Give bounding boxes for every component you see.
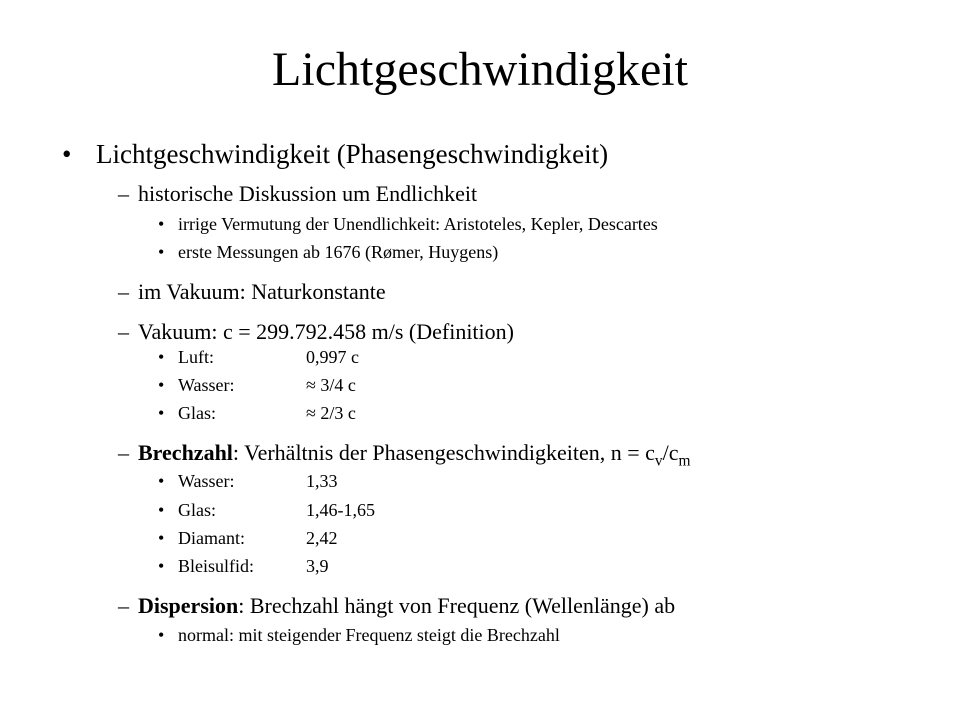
- medium-value: ≈ 3/4 c: [306, 375, 356, 395]
- bullet-lichtgeschwindigkeit: [62, 138, 608, 170]
- medium-value: ≈ 2/3 c: [306, 403, 356, 423]
- sub-item-historisch: [118, 181, 477, 207]
- sub-item-dispersion: [118, 593, 675, 619]
- medium-value: 0,997 c: [306, 347, 359, 367]
- list-item-text: erste Messungen ab 1676 (Rømer, Huygens): [178, 242, 499, 262]
- dash-mark: –: [118, 181, 129, 206]
- bullet-mark: •: [158, 471, 165, 491]
- dash-mark: –: [118, 593, 129, 618]
- bullet-mark: •: [158, 500, 165, 520]
- dash-mark: –: [118, 319, 129, 344]
- medium-label: Luft:: [178, 347, 214, 367]
- subscript-m: m: [678, 452, 691, 470]
- list-item: [158, 624, 560, 646]
- sub-item-text-slash: /c: [662, 440, 679, 465]
- medium-label: Wasser:: [178, 471, 235, 491]
- list-item: [158, 374, 356, 396]
- medium-label: Bleisulfid:: [178, 556, 254, 576]
- list-item: [158, 527, 338, 549]
- bullet-mark: •: [158, 403, 165, 423]
- medium-value: 3,9: [306, 556, 329, 576]
- list-item-text: normal: mit steigender Frequenz steigt die Brechzahl: [178, 625, 560, 645]
- sub-item-text: historische Diskussion um Endlichkeit: [138, 181, 478, 206]
- bullet-mark: •: [158, 214, 165, 234]
- sub-item-brechzahl: [118, 440, 691, 470]
- bullet-mark: •: [158, 347, 165, 367]
- dash-mark: –: [118, 440, 129, 465]
- bullet-mark: •: [158, 375, 165, 395]
- bullet-mark: •: [62, 139, 72, 169]
- term-dispersion: Dispersion: [138, 593, 239, 618]
- medium-label: Glas:: [178, 403, 216, 423]
- medium-value: 1,46-1,65: [306, 500, 375, 520]
- subscript-v: v: [654, 452, 663, 470]
- sub-item-vakuum: [118, 319, 514, 345]
- list-item: [158, 241, 498, 263]
- dash-mark: –: [118, 279, 129, 304]
- list-item: [158, 499, 375, 521]
- sub-item-naturkonstante: [118, 279, 386, 305]
- list-item: [158, 555, 329, 577]
- medium-value: 1,33: [306, 471, 338, 491]
- bullet-mark: •: [158, 625, 165, 645]
- list-item: [158, 346, 359, 368]
- bullet-mark: •: [158, 556, 165, 576]
- list-item: [158, 470, 338, 492]
- slide-title: Lichtgeschwindigkeit: [272, 43, 688, 96]
- list-item-text: irrige Vermutung der Unendlichkeit: Aristoteles, Kepler, Descartes: [178, 214, 658, 234]
- list-item: [158, 213, 658, 235]
- bullet-mark: •: [158, 528, 165, 548]
- sub-item-text: Vakuum: c = 299.792.458 m/s (Definition): [138, 319, 514, 344]
- medium-label: Glas:: [178, 500, 216, 520]
- sub-item-text: : Brechzahl hängt von Frequenz (Wellenlänge) ab: [238, 593, 676, 618]
- list-item: [158, 402, 356, 424]
- medium-label: Wasser:: [178, 375, 235, 395]
- medium-label: Diamant:: [178, 528, 245, 548]
- medium-value: 2,42: [306, 528, 338, 548]
- sub-item-text: im Vakuum: Naturkonstante: [138, 279, 386, 304]
- term-brechzahl: Brechzahl: [138, 440, 233, 465]
- bullet-mark: •: [158, 242, 165, 262]
- sub-item-text: : Verhältnis der Phasengeschwindigkeiten, n = c: [232, 440, 655, 465]
- bullet-text: Lichtgeschwindigkeit (Phasengeschwindigkeit): [96, 139, 609, 169]
